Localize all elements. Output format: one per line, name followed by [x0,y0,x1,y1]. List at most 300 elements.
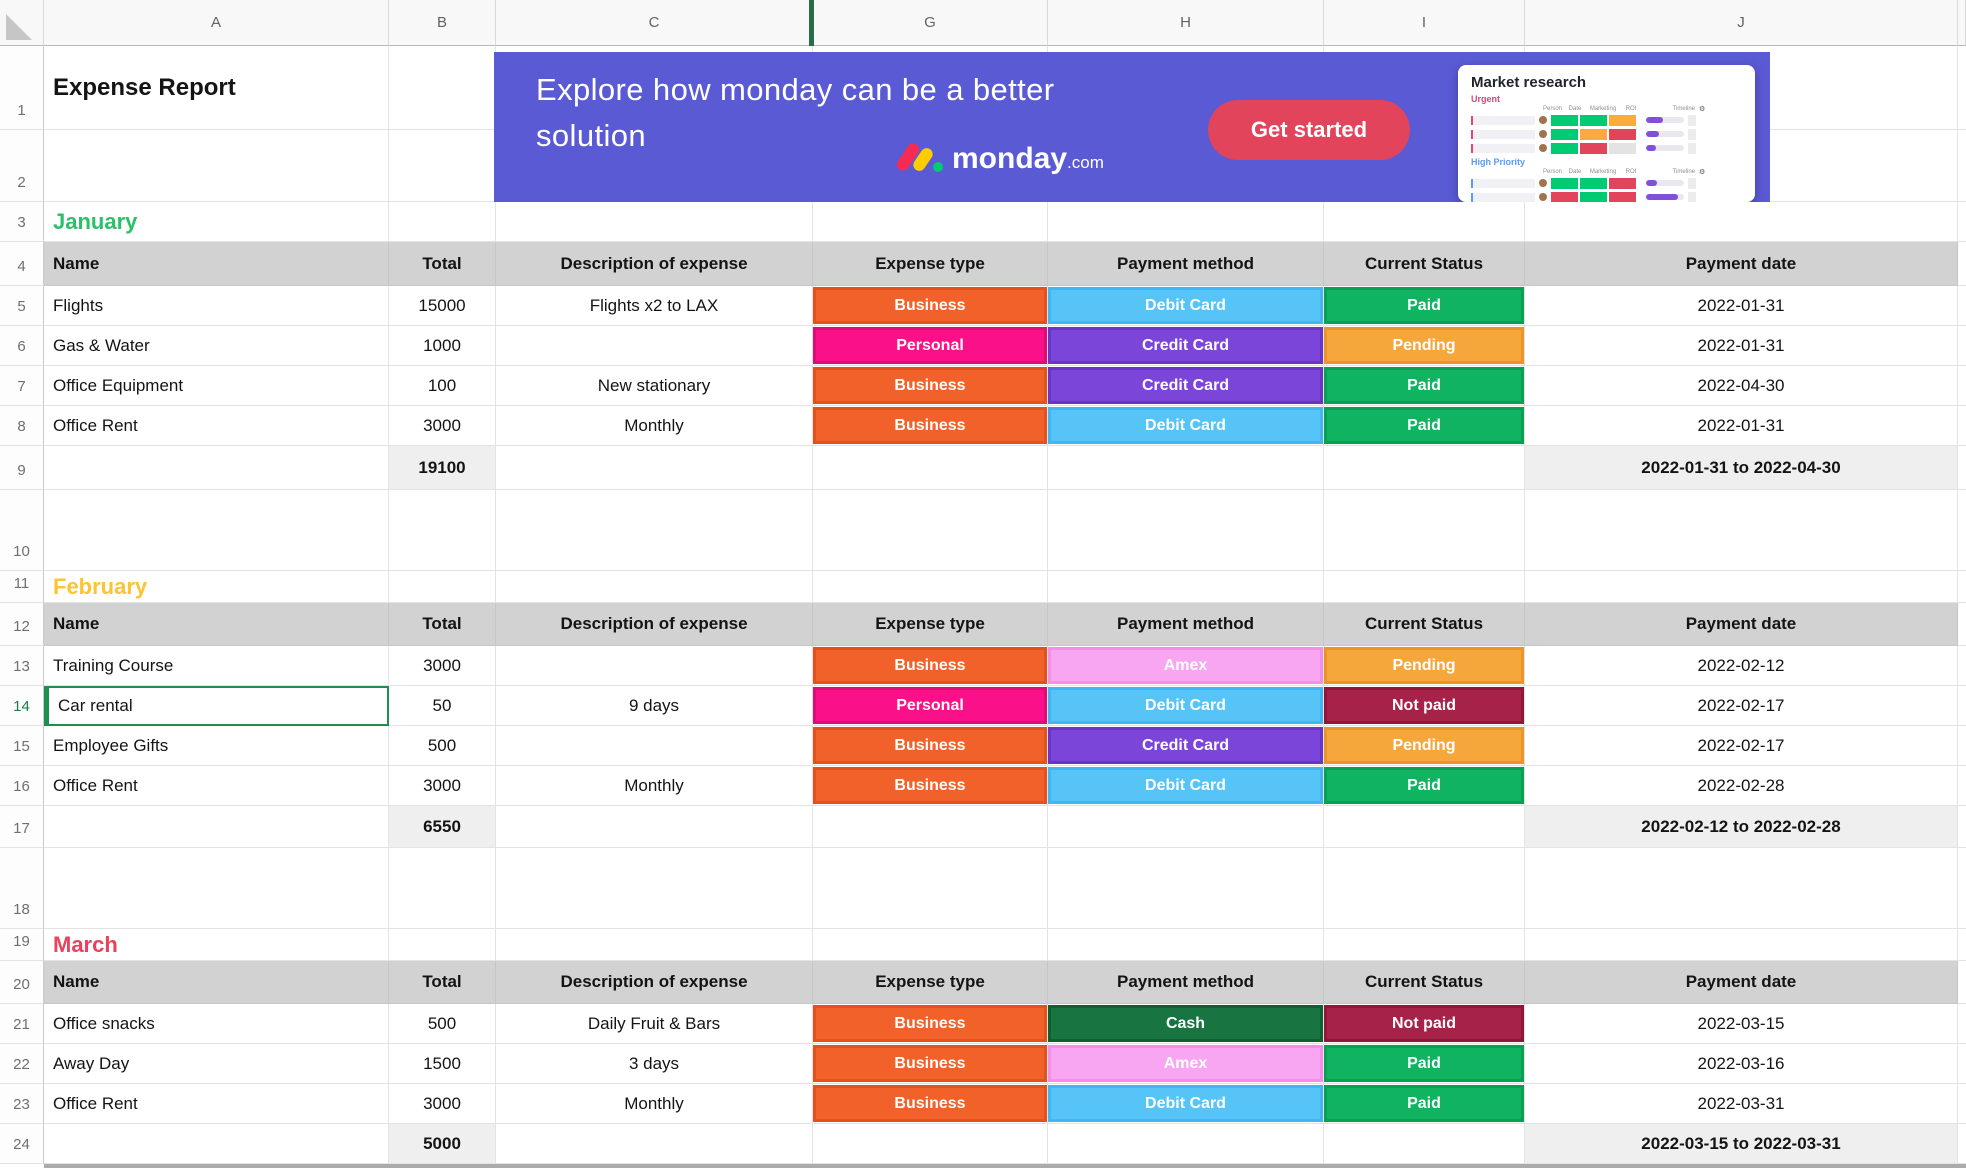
row-header-24[interactable]: 24 [0,1124,44,1164]
table-header-H12[interactable]: Payment method [1048,603,1324,646]
cell-G8[interactable] [813,406,1048,446]
sheet-row-20 [0,961,1966,1004]
table-header-J20[interactable]: Payment date [1525,961,1958,1004]
progress-bar [1646,131,1684,137]
cell-G22[interactable] [813,1044,1048,1084]
cell-B2[interactable] [389,130,496,202]
status-badge: Not paid [1324,687,1524,724]
row-filler-24 [1958,1124,1966,1164]
column-header-I[interactable]: I [1324,0,1525,46]
cell-H19[interactable] [1048,929,1324,961]
row-filler-14 [1958,686,1966,726]
cell-A7[interactable]: Office Equipment [44,366,389,406]
banner-headline-line2: solution [536,118,647,153]
cell-A17[interactable] [44,806,389,848]
cell-G3[interactable] [813,202,1048,242]
board-col-label: Timeline [1672,106,1695,112]
status-chip [1551,143,1578,154]
cell-H23[interactable] [1048,1084,1324,1124]
row-filler-6 [1958,326,1966,366]
board-row [1471,114,1742,126]
table-header-A12[interactable]: Name [44,603,389,646]
cell-I11[interactable] [1324,571,1525,603]
board-col-label: Marketing [1589,106,1617,112]
monday-logo-suffix: .com [1067,153,1104,172]
row-header-22[interactable]: 22 [0,1044,44,1084]
expense-type-badge: Business [813,1085,1047,1122]
row-header-21[interactable]: 21 [0,1004,44,1044]
column-header-filler [1958,0,1966,46]
avatar [1539,130,1547,138]
cell-J19[interactable] [1525,929,1958,961]
cell-G19[interactable] [813,929,1048,961]
cell-I9[interactable] [1324,446,1525,490]
board-col-label: ROI [1625,169,1637,175]
status-chip [1609,143,1636,154]
row-header-12[interactable]: 12 [0,603,44,646]
status-badge: Not paid [1324,1005,1524,1042]
cell-I23[interactable] [1324,1084,1525,1124]
row-filler-23 [1958,1084,1966,1124]
cell-A10[interactable] [44,490,389,571]
cell-B13[interactable]: 3000 [389,646,496,686]
cell-G24[interactable] [813,1124,1048,1164]
row-header-20[interactable]: 20 [0,961,44,1004]
column-header-C[interactable]: C [496,0,813,46]
table-header-J4[interactable]: Payment date [1525,242,1958,286]
banner-headline-line1: Explore how monday can be a better [536,72,1055,107]
cell-J10[interactable] [1525,490,1958,571]
cell-J7[interactable]: 2022-04-30 [1525,366,1958,406]
cell-C7[interactable]: New stationary [496,366,813,406]
row-header-5[interactable]: 5 [0,286,44,326]
cell-I6[interactable] [1324,326,1525,366]
cell-H3[interactable] [1048,202,1324,242]
cell-A14[interactable]: Car rental [44,686,389,726]
cell-A6[interactable]: Gas & Water [44,326,389,366]
cell-H24[interactable] [1048,1124,1324,1164]
select-all-triangle-icon [6,14,32,40]
board-col-label: Marketing [1589,169,1617,175]
row-filler-17 [1958,806,1966,848]
progress-fill [1646,117,1663,123]
cell-A16[interactable]: Office Rent [44,766,389,806]
monday-logo-word: monday [952,142,1068,175]
table-header-I20[interactable]: Current Status [1324,961,1525,1004]
month-total-january[interactable]: 19100 [389,446,496,490]
month-total-february[interactable]: 6550 [389,806,496,848]
expense-type-badge: Business [813,1005,1047,1042]
cell-G14[interactable] [813,686,1048,726]
column-header-H[interactable]: H [1048,0,1324,46]
cell-C9[interactable] [496,446,813,490]
cell-I19[interactable] [1324,929,1525,961]
table-header-B20[interactable]: Total [389,961,496,1004]
cell-I7[interactable] [1324,366,1525,406]
month-title-february[interactable]: February [44,571,389,603]
date-range-february[interactable]: 2022-02-12 to 2022-02-28 [1525,806,1958,848]
row-filler-1 [1958,46,1966,130]
cell-B10[interactable] [389,490,496,571]
cell-A21[interactable]: Office snacks [44,1004,389,1044]
status-chip [1551,192,1578,203]
cell-B15[interactable]: 500 [389,726,496,766]
column-header-B[interactable]: B [389,0,496,46]
table-header-H20[interactable]: Payment method [1048,961,1324,1004]
cell-C8[interactable]: Monthly [496,406,813,446]
row-header-16[interactable]: 16 [0,766,44,806]
cell-A22[interactable]: Away Day [44,1044,389,1084]
row-header-2[interactable]: 2 [0,130,44,202]
board-row [1471,177,1742,189]
cell-I13[interactable] [1324,646,1525,686]
cell-B14[interactable]: 50 [389,686,496,726]
page-title[interactable]: Expense Report [44,46,389,130]
status-badge: Paid [1324,1045,1524,1082]
cell-H6[interactable] [1048,326,1324,366]
cell-A2[interactable] [44,130,389,202]
avatar [1539,144,1547,152]
row-header-4[interactable]: 4 [0,242,44,286]
scroll-cell [1688,129,1696,140]
table-header-B12[interactable]: Total [389,603,496,646]
payment-method-badge: Credit Card [1048,327,1323,364]
market-research-card [1458,65,1755,202]
cell-I22[interactable] [1324,1044,1525,1084]
column-header-row [0,0,1966,46]
cell-B8[interactable]: 3000 [389,406,496,446]
expense-type-badge: Business [813,367,1047,404]
cell-J5[interactable]: 2022-01-31 [1525,286,1958,326]
cell-C18[interactable] [496,848,813,929]
cell-B21[interactable]: 500 [389,1004,496,1044]
date-range-january[interactable]: 2022-01-31 to 2022-04-30 [1525,446,1958,490]
row-header-13[interactable]: 13 [0,646,44,686]
row-filler-13 [1958,646,1966,686]
status-chip [1580,115,1607,126]
board-col-label: Date [1568,169,1582,175]
row-filler-2 [1958,130,1966,202]
promo-banner[interactable] [494,52,1770,202]
cell-I8[interactable] [1324,406,1525,446]
row-header-6[interactable]: 6 [0,326,44,366]
cell-A9[interactable] [44,446,389,490]
cell-H22[interactable] [1048,1044,1324,1084]
cell-H9[interactable] [1048,446,1324,490]
row-filler-21 [1958,1004,1966,1044]
progress-bar [1646,145,1684,151]
cell-G18[interactable] [813,848,1048,929]
cell-C17[interactable] [496,806,813,848]
row-header-17[interactable]: 17 [0,806,44,848]
cell-J14[interactable]: 2022-02-17 [1525,686,1958,726]
row-header-11[interactable]: 11 [0,571,44,603]
cell-G15[interactable] [813,726,1048,766]
cell-J22[interactable]: 2022-03-16 [1525,1044,1958,1084]
sheet-row-9 [0,446,1966,490]
sheet-row-12 [0,603,1966,646]
cell-C15[interactable] [496,726,813,766]
status-badge: Pending [1324,727,1524,764]
cell-G10[interactable] [813,490,1048,571]
cell-G7[interactable] [813,366,1048,406]
progress-bar [1646,180,1684,186]
cell-G6[interactable] [813,326,1048,366]
row-filler-5 [1958,286,1966,326]
status-chip [1580,143,1607,154]
cell-C23[interactable]: Monthly [496,1084,813,1124]
cell-C10[interactable] [496,490,813,571]
sheet-row-8 [0,406,1966,446]
cell-J8[interactable]: 2022-01-31 [1525,406,1958,446]
cell-H8[interactable] [1048,406,1324,446]
cell-B18[interactable] [389,848,496,929]
progress-bar [1646,117,1684,123]
payment-method-badge: Debit Card [1048,767,1323,804]
cell-C13[interactable] [496,646,813,686]
row-filler-4 [1958,242,1966,286]
cell-H11[interactable] [1048,571,1324,603]
sheet-row-14 [0,686,1966,726]
cell-G13[interactable] [813,646,1048,686]
row-filler-10 [1958,490,1966,571]
avatar [1539,193,1547,201]
board-row-label [1471,130,1535,139]
payment-method-badge: Amex [1048,647,1323,684]
progress-bar [1646,194,1684,200]
table-header-A4[interactable]: Name [44,242,389,286]
table-header-C4[interactable]: Description of expense [496,242,813,286]
table-header-B4[interactable]: Total [389,242,496,286]
cell-I5[interactable] [1324,286,1525,326]
row-filler-19 [1958,929,1966,961]
cell-H13[interactable] [1048,646,1324,686]
board-group [1471,157,1742,202]
cell-B3[interactable] [389,202,496,242]
cell-A13[interactable]: Training Course [44,646,389,686]
cell-G5[interactable] [813,286,1048,326]
row-filler-18 [1958,848,1966,929]
table-header-A20[interactable]: Name [44,961,389,1004]
sheet-row-16 [0,766,1966,806]
row-header-19[interactable]: 19 [0,929,44,961]
status-chip [1551,115,1578,126]
cell-A24[interactable] [44,1124,389,1164]
get-started-button[interactable]: Get started [1208,100,1410,160]
expense-type-badge: Business [813,287,1047,324]
cell-J13[interactable]: 2022-02-12 [1525,646,1958,686]
cell-H21[interactable] [1048,1004,1324,1044]
expense-type-badge: Business [813,1045,1047,1082]
row-filler-7 [1958,366,1966,406]
cell-I24[interactable] [1324,1124,1525,1164]
cell-C16[interactable]: Monthly [496,766,813,806]
board-group-label: Urgent [1471,94,1500,104]
cell-C21[interactable]: Daily Fruit & Bars [496,1004,813,1044]
cell-C11[interactable] [496,571,813,603]
column-header-G[interactable]: G [813,0,1048,46]
cell-B6[interactable]: 1000 [389,326,496,366]
month-total-march[interactable]: 5000 [389,1124,496,1164]
gear-icon: ⚙ [1699,106,1706,113]
payment-method-badge: Amex [1048,1045,1323,1082]
cell-J23[interactable]: 2022-03-31 [1525,1084,1958,1124]
sheet-row-24 [0,1124,1966,1164]
gear-icon: ⚙ [1699,169,1706,176]
cell-C19[interactable] [496,929,813,961]
table-header-I12[interactable]: Current Status [1324,603,1525,646]
cell-H15[interactable] [1048,726,1324,766]
column-header-J[interactable]: J [1525,0,1958,46]
table-header-G4[interactable]: Expense type [813,242,1048,286]
table-header-G12[interactable]: Expense type [813,603,1048,646]
table-header-J12[interactable]: Payment date [1525,603,1958,646]
cell-B16[interactable]: 3000 [389,766,496,806]
board-col-label: Person [1543,106,1563,112]
row-header-23[interactable]: 23 [0,1084,44,1124]
month-title-march[interactable]: March [44,929,389,961]
cell-A15[interactable]: Employee Gifts [44,726,389,766]
scroll-cell [1688,143,1696,154]
cell-A23[interactable]: Office Rent [44,1084,389,1124]
cell-I15[interactable] [1324,726,1525,766]
cell-I3[interactable] [1324,202,1525,242]
cell-J16[interactable]: 2022-02-28 [1525,766,1958,806]
cell-G21[interactable] [813,1004,1048,1044]
cell-B7[interactable]: 100 [389,366,496,406]
status-badge: Paid [1324,367,1524,404]
board-row [1471,128,1742,140]
row-header-14[interactable]: 14 [0,686,44,726]
cell-B22[interactable]: 1500 [389,1044,496,1084]
row-header-9[interactable]: 9 [0,446,44,490]
cell-A5[interactable]: Flights [44,286,389,326]
cell-B19[interactable] [389,929,496,961]
status-chip [1580,192,1607,203]
progress-fill [1646,131,1659,137]
date-range-march[interactable]: 2022-03-15 to 2022-03-31 [1525,1124,1958,1164]
status-badge: Paid [1324,407,1524,444]
status-chip [1551,178,1578,189]
status-chip [1580,129,1607,140]
scroll-cell [1688,178,1696,189]
sheet-row-15 [0,726,1966,766]
cell-J18[interactable] [1525,848,1958,929]
cell-J15[interactable]: 2022-02-17 [1525,726,1958,766]
cell-J11[interactable] [1525,571,1958,603]
table-header-C12[interactable]: Description of expense [496,603,813,646]
cell-B1[interactable] [389,46,496,130]
cell-I21[interactable] [1324,1004,1525,1044]
row-header-7[interactable]: 7 [0,366,44,406]
column-header-A[interactable]: A [44,0,389,46]
table-header-G20[interactable]: Expense type [813,961,1048,1004]
cell-G9[interactable] [813,446,1048,490]
cell-J6[interactable]: 2022-01-31 [1525,326,1958,366]
expense-type-badge: Business [813,647,1047,684]
status-chip [1551,129,1578,140]
sheet-row-5 [0,286,1966,326]
table-header-C20[interactable]: Description of expense [496,961,813,1004]
row-header-10[interactable]: 10 [0,490,44,571]
cell-C14[interactable]: 9 days [496,686,813,726]
cell-I18[interactable] [1324,848,1525,929]
cell-G11[interactable] [813,571,1048,603]
sheet-row-13 [0,646,1966,686]
cell-H5[interactable] [1048,286,1324,326]
cell-H17[interactable] [1048,806,1324,848]
cell-I16[interactable] [1324,766,1525,806]
select-all-corner[interactable] [0,0,44,46]
board-row-label [1471,116,1535,125]
table-header-I4[interactable]: Current Status [1324,242,1525,286]
sheet-row-19 [0,929,1966,961]
progress-fill [1646,194,1678,200]
cell-I10[interactable] [1324,490,1525,571]
row-filler-22 [1958,1044,1966,1084]
cell-B23[interactable]: 3000 [389,1084,496,1124]
cell-G16[interactable] [813,766,1048,806]
cell-I14[interactable] [1324,686,1525,726]
cell-J21[interactable]: 2022-03-15 [1525,1004,1958,1044]
cell-B5[interactable]: 15000 [389,286,496,326]
payment-method-badge: Debit Card [1048,287,1323,324]
sheet-bottom-edge [44,1164,1966,1168]
cell-J3[interactable] [1525,202,1958,242]
cell-H18[interactable] [1048,848,1324,929]
sheet-row-21 [0,1004,1966,1044]
status-chip [1609,178,1636,189]
cell-C5[interactable]: Flights x2 to LAX [496,286,813,326]
cell-C6[interactable] [496,326,813,366]
cell-H14[interactable] [1048,686,1324,726]
status-chip [1609,129,1636,140]
cell-G17[interactable] [813,806,1048,848]
cell-B11[interactable] [389,571,496,603]
row-filler-16 [1958,766,1966,806]
cell-H16[interactable] [1048,766,1324,806]
hidden-columns-indicator[interactable] [809,0,814,46]
cell-G23[interactable] [813,1084,1048,1124]
sheet-row-6 [0,326,1966,366]
cell-C24[interactable] [496,1124,813,1164]
cell-C3[interactable] [496,202,813,242]
payment-method-badge: Debit Card [1048,687,1323,724]
row-header-18[interactable]: 18 [0,848,44,929]
cell-A8[interactable]: Office Rent [44,406,389,446]
row-header-3[interactable]: 3 [0,202,44,242]
cell-I17[interactable] [1324,806,1525,848]
table-header-H4[interactable]: Payment method [1048,242,1324,286]
cell-A18[interactable] [44,848,389,929]
progress-fill [1646,180,1657,186]
row-filler-12 [1958,603,1966,646]
sheet-row-7 [0,366,1966,406]
cell-H10[interactable] [1048,490,1324,571]
month-title-january[interactable]: January [44,202,389,242]
status-badge: Pending [1324,647,1524,684]
monday-logo [902,138,1104,176]
cell-C22[interactable]: 3 days [496,1044,813,1084]
row-header-15[interactable]: 15 [0,726,44,766]
cell-H7[interactable] [1048,366,1324,406]
row-filler-15 [1958,726,1966,766]
status-chip [1609,115,1636,126]
row-header-8[interactable]: 8 [0,406,44,446]
row-header-1[interactable]: 1 [0,46,44,130]
status-badge: Paid [1324,287,1524,324]
board-col-label: Date [1568,106,1582,112]
